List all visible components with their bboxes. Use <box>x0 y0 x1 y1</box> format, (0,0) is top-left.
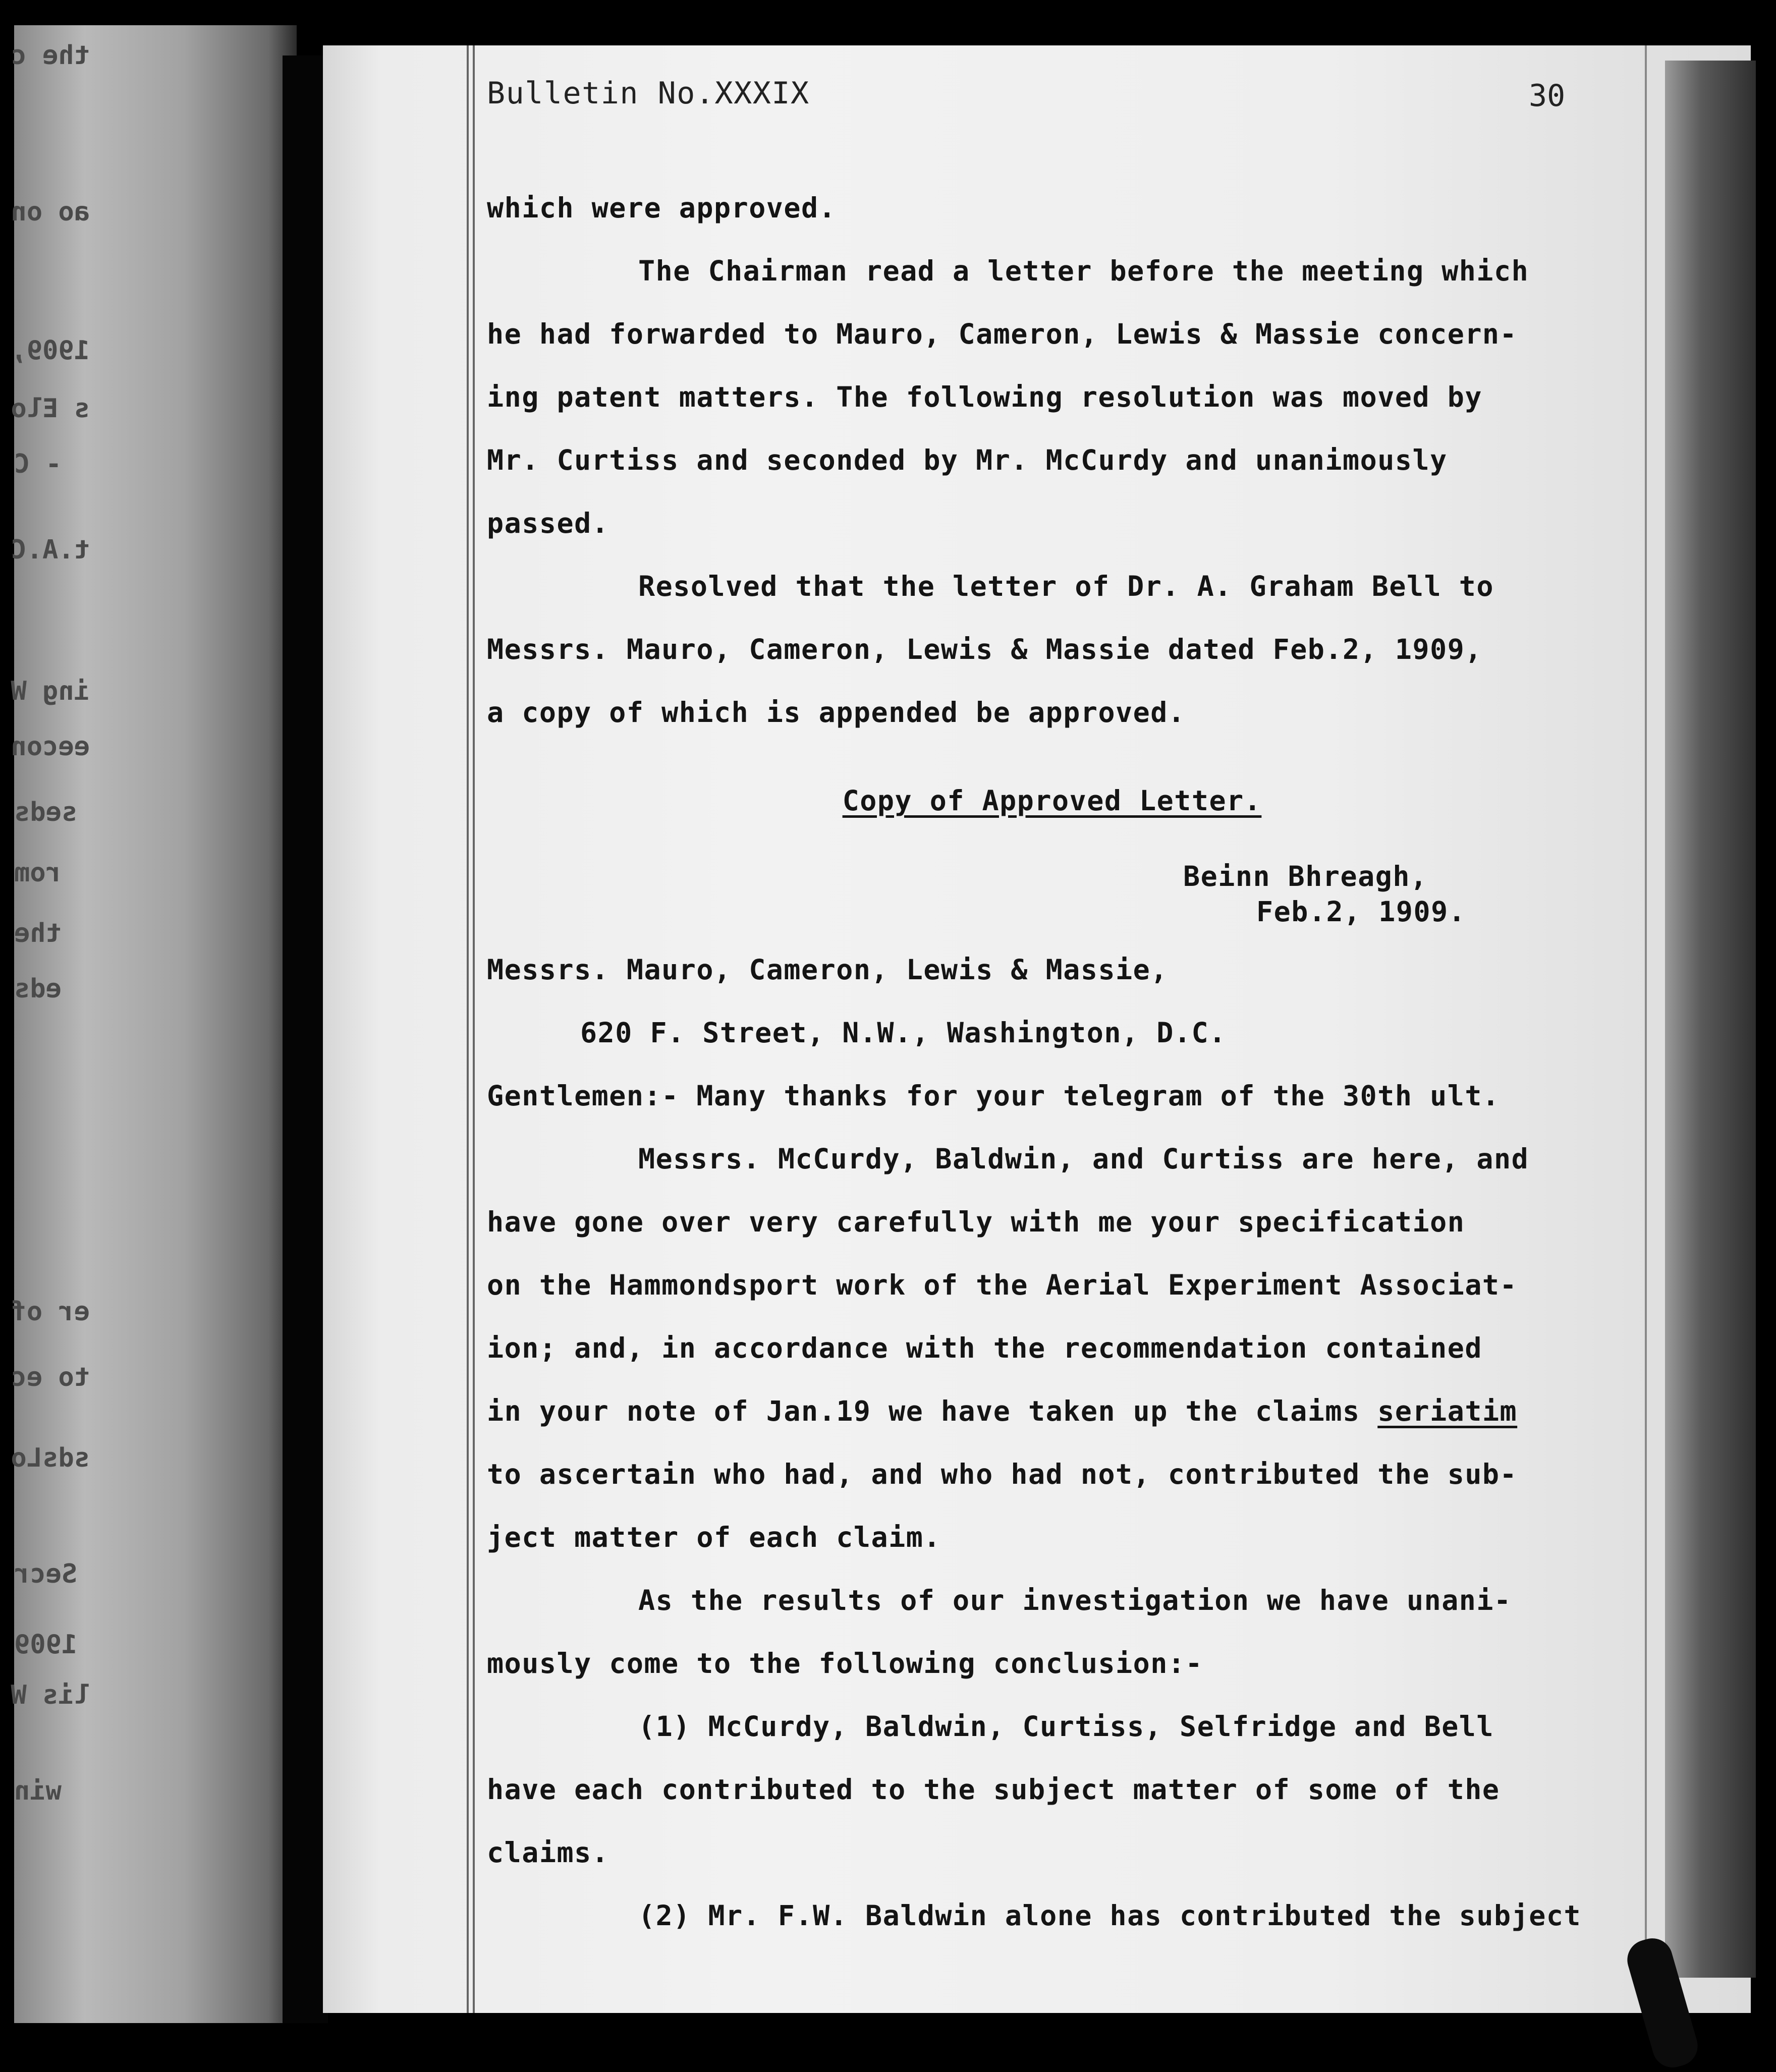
seriatim-underlined: seriatim <box>1377 1395 1518 1427</box>
left-page-fragment: 1909, <box>11 335 90 366</box>
left-page-fragment: 1909 <box>14 1630 78 1660</box>
letter-heading <box>487 785 1617 817</box>
left-page-fragment: rom <box>14 858 62 888</box>
left-page-fragment: the <box>14 918 62 948</box>
letter-line: mously come to the following conclusion:- <box>487 1647 1203 1679</box>
letter-heading-text: Copy of Approved Letter. <box>842 785 1262 817</box>
conclusion-item: (2) Mr. F.W. Baldwin alone has contributed the subject <box>638 1899 1582 1932</box>
left-margin-rule <box>467 45 469 2013</box>
left-page-fragment: Secr <box>14 1559 78 1589</box>
body-line: The Chairman read a letter before the meeting which <box>638 255 1529 287</box>
letter-line <box>487 1395 1617 1427</box>
resolution-line: Messrs. Mauro, Cameron, Lewis & Massie dated Feb.2, 1909, <box>487 633 1482 665</box>
letter-addressee: Messrs. Mauro, Cameron, Lewis & Massie, <box>487 954 1168 986</box>
letter-line: to ascertain who had, and who had not, contributed the sub- <box>487 1458 1518 1490</box>
left-page-fragment: sdsLo <box>11 1443 90 1473</box>
letter-address: 620 F. Street, N.W., Washington, D.C. <box>580 1017 1227 1049</box>
body-line: passed. <box>487 507 609 539</box>
left-page-fragment: er of <box>11 1297 90 1327</box>
body-line: he had forwarded to Mauro, Cameron, Lewis & Massie concern- <box>487 318 1518 350</box>
page-number: 30 <box>1529 78 1566 114</box>
letter-line-text: in your note of Jan.19 we have taken up the claims <box>487 1395 1378 1427</box>
left-page-fragment: eds <box>14 974 62 1004</box>
body-line: Mr. Curtiss and seconded by Mr. McCurdy and unanimously <box>487 444 1448 476</box>
letter-line: Gentlemen:- Many thanks for your telegram of the 30th ult. <box>487 1080 1500 1112</box>
letter-line: on the Hammondsport work of the Aerial Experiment Associat- <box>487 1269 1518 1301</box>
bulletin-header: Bulletin No.XXXIX <box>487 76 810 111</box>
left-page-fragment: - C <box>14 449 62 479</box>
body-line: ing patent matters. The following resolution was moved by <box>487 381 1482 413</box>
left-page-fragment: eecon <box>11 732 90 762</box>
resolution-line: a copy of which is appended be approved. <box>487 696 1186 729</box>
letter-place: Beinn Bhreagh, <box>1183 860 1428 892</box>
letter-line: As the results of our investigation we have unani- <box>638 1584 1512 1616</box>
left-page-fragment: ing W <box>11 676 90 706</box>
letter-date: Feb.2, 1909. <box>1256 895 1466 928</box>
left-page-fragment: lis W <box>11 1680 90 1710</box>
left-page-fragment: win <box>14 1776 62 1806</box>
left-page-sliver <box>11 25 297 2023</box>
letter-line: have gone over very carefully with me your specification <box>487 1206 1465 1238</box>
left-page-fragment: seds <box>14 797 78 827</box>
left-margin-rule-inner <box>473 45 475 2013</box>
left-page-fragment: ao on <box>11 197 90 227</box>
letter-line: ion; and, in accordance with the recommendation contained <box>487 1332 1482 1364</box>
conclusion-item: (1) McCurdy, Baldwin, Curtiss, Selfridge and Bell <box>638 1710 1494 1743</box>
letter-line: have each contributed to the subject matter of some of the <box>487 1773 1500 1806</box>
left-page-fragment: t.A.C <box>11 535 90 565</box>
book-spine-gutter <box>283 55 328 2023</box>
letter-line: claims. <box>487 1836 609 1869</box>
body-line: which were approved. <box>487 192 837 224</box>
resolution-line: Resolved that the letter of Dr. A. Graham Bell to <box>638 570 1494 602</box>
letter-line: Messrs. McCurdy, Baldwin, and Curtiss are here, and <box>638 1143 1529 1175</box>
left-page-fragment: to ec <box>11 1362 90 1392</box>
left-page-fragment: s Elo <box>11 394 90 424</box>
letter-line: ject matter of each claim. <box>487 1521 941 1553</box>
left-page-fragment: the c <box>11 40 90 71</box>
